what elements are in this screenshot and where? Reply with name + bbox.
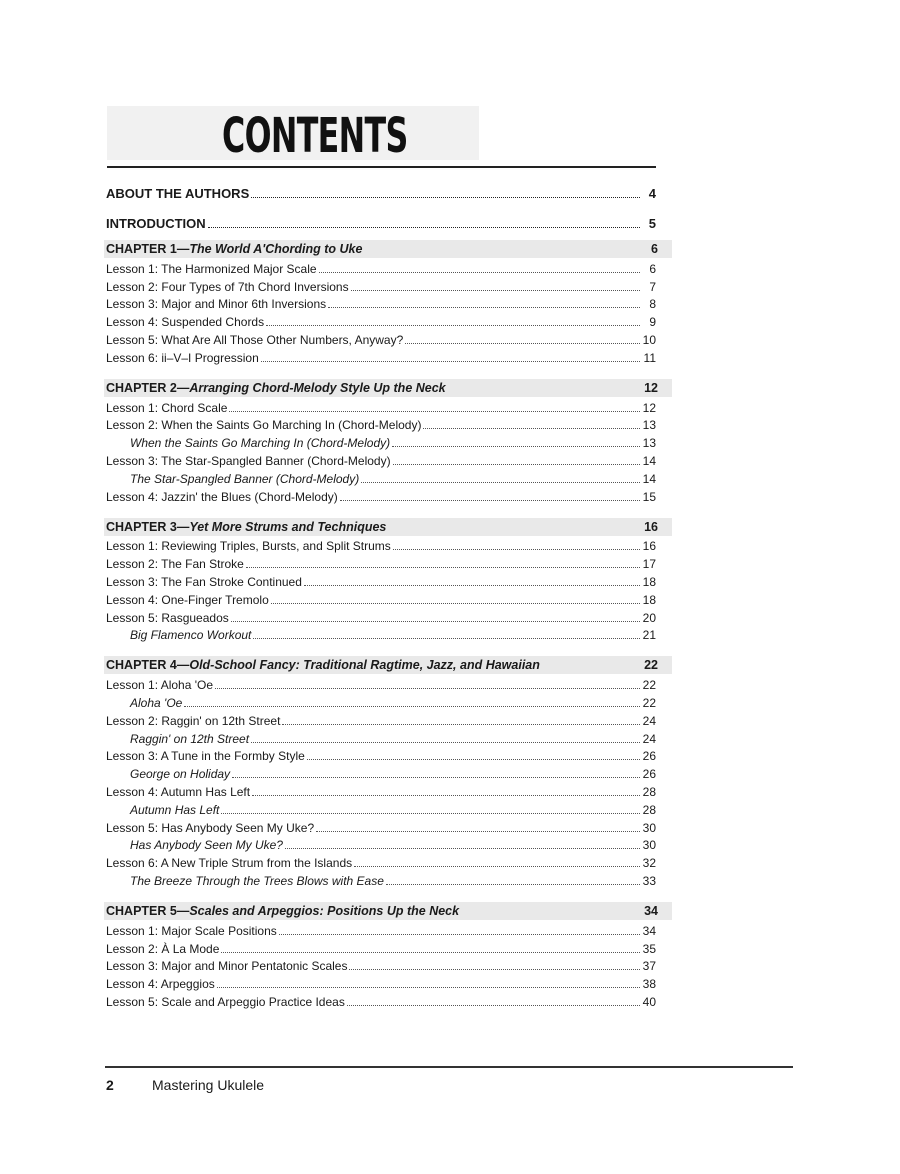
toc-entry-page: 22 bbox=[642, 695, 656, 710]
chapter-title bbox=[106, 242, 628, 256]
dot-leader bbox=[253, 637, 640, 639]
toc-subentry[interactable] bbox=[106, 799, 656, 817]
toc-lesson-entry[interactable] bbox=[106, 589, 656, 607]
dot-leader bbox=[282, 723, 640, 725]
chapter-subtitle: Scales and Arpeggios: Positions Up the Neck bbox=[189, 903, 460, 918]
toc-lesson-entry[interactable] bbox=[106, 852, 656, 870]
toc-entry-label: ABOUT THE AUTHORS bbox=[106, 186, 250, 201]
toc-lesson-entry[interactable] bbox=[106, 397, 656, 415]
toc-subentry[interactable] bbox=[106, 728, 656, 746]
chapter-prefix: CHAPTER 4— bbox=[106, 658, 190, 673]
dot-leader bbox=[251, 741, 640, 743]
toc-entry-page: 28 bbox=[642, 784, 656, 799]
toc-lesson-entry[interactable] bbox=[106, 486, 656, 504]
dot-leader bbox=[232, 776, 640, 778]
chapter-prefix: CHAPTER 5— bbox=[106, 903, 190, 918]
dot-leader bbox=[393, 463, 640, 465]
toc-lesson-entry[interactable] bbox=[106, 817, 656, 835]
toc-entry-page: 14 bbox=[642, 453, 656, 468]
toc-subentry[interactable] bbox=[106, 625, 656, 643]
toc-entry-label: Lesson 2: Raggin' on 12th Street bbox=[106, 713, 281, 728]
toc-entry-page: 20 bbox=[642, 610, 656, 625]
toc-entry-page: 5 bbox=[648, 216, 656, 231]
toc-entry-page: 8 bbox=[649, 297, 656, 312]
toc-entry-page: 21 bbox=[642, 628, 656, 643]
toc-entry-page: 17 bbox=[642, 557, 656, 572]
toc-entry-label: Lesson 4: One-Finger Tremolo bbox=[106, 592, 269, 607]
toc-entry-label: Lesson 3: Major and Minor 6th Inversions bbox=[106, 297, 327, 312]
toc-entry-page: 18 bbox=[642, 592, 656, 607]
toc-entry-label: Lesson 5: Scale and Arpeggio Practice Ideas bbox=[106, 994, 345, 1009]
toc-entry-page: 18 bbox=[642, 574, 656, 589]
toc-entry-page: 9 bbox=[649, 315, 656, 330]
chapter-heading[interactable] bbox=[104, 379, 672, 397]
toc-entry-label: Lesson 3: A Tune in the Formby Style bbox=[106, 749, 305, 764]
dot-leader bbox=[393, 548, 640, 550]
toc-lesson-entry[interactable] bbox=[106, 347, 656, 365]
toc-entry-label: Lesson 4: Jazzin' the Blues (Chord-Melody) bbox=[106, 489, 338, 504]
chapter-prefix: CHAPTER 3— bbox=[106, 519, 190, 534]
toc-lesson-entry[interactable] bbox=[106, 746, 656, 764]
toc-lesson-entry[interactable] bbox=[106, 674, 656, 692]
chapter-heading[interactable] bbox=[104, 656, 672, 674]
toc-entry-label: Lesson 2: À La Mode bbox=[106, 941, 220, 956]
toc-lesson-entry[interactable] bbox=[106, 938, 656, 956]
toc-entry-page: 26 bbox=[642, 767, 656, 782]
footer-book-title: Mastering Ukulele bbox=[152, 1077, 265, 1093]
toc-entry-page: 30 bbox=[642, 820, 656, 835]
dot-leader bbox=[221, 951, 640, 953]
toc-entry-label: Lesson 2: Four Types of 7th Chord Inversions bbox=[106, 279, 349, 294]
toc-lesson-entry[interactable] bbox=[106, 329, 656, 347]
toc-subentry[interactable] bbox=[106, 468, 656, 486]
toc-entry-label: Lesson 1: Reviewing Triples, Bursts, and Split Strums bbox=[106, 539, 391, 554]
toc-entry-label: Lesson 5: Has Anybody Seen My Uke? bbox=[106, 820, 315, 835]
toc-lesson-entry[interactable] bbox=[106, 920, 656, 938]
toc-entry-label: Lesson 3: The Star-Spangled Banner (Chord-Melody) bbox=[106, 453, 391, 468]
toc-entry-page: 26 bbox=[642, 749, 656, 764]
chapter-page: 16 bbox=[644, 519, 658, 534]
dot-leader bbox=[285, 847, 640, 849]
toc-entry-page: 11 bbox=[643, 350, 656, 365]
chapter-section bbox=[106, 379, 656, 504]
chapter-title bbox=[106, 381, 628, 395]
toc-lesson-entry[interactable] bbox=[106, 607, 656, 625]
toc-entry-label: Lesson 1: Chord Scale bbox=[106, 400, 228, 415]
dot-leader bbox=[271, 602, 640, 604]
chapter-page: 12 bbox=[644, 380, 658, 395]
chapter-page: 22 bbox=[644, 658, 658, 673]
dot-leader bbox=[361, 481, 640, 483]
dot-leader bbox=[252, 794, 640, 796]
chapter-heading[interactable] bbox=[104, 240, 672, 258]
toc-entry-label: Lesson 5: Rasgueados bbox=[106, 610, 229, 625]
page-title: CONTENTS bbox=[222, 108, 408, 164]
dot-leader bbox=[261, 360, 640, 362]
toc-entry-label: Lesson 1: Major Scale Positions bbox=[106, 923, 277, 938]
toc-entry-label: Lesson 6: ii–V–I Progression bbox=[106, 350, 259, 365]
toc-entry-page: 24 bbox=[642, 713, 656, 728]
chapter-section bbox=[106, 240, 656, 365]
toc-lesson-entry[interactable] bbox=[106, 710, 656, 728]
toc-entry-page: 40 bbox=[642, 994, 656, 1009]
toc-lesson-entry[interactable] bbox=[106, 956, 656, 974]
toc-lesson-entry[interactable] bbox=[106, 415, 656, 433]
toc-entry-label: Lesson 4: Autumn Has Left bbox=[106, 784, 251, 799]
dot-leader bbox=[208, 226, 640, 228]
table-of-contents bbox=[106, 180, 656, 1009]
toc-entry-label: Lesson 4: Arpeggios bbox=[106, 977, 215, 992]
dot-leader bbox=[266, 324, 640, 326]
toc-entry-page: 32 bbox=[642, 856, 656, 871]
dot-leader bbox=[231, 620, 640, 622]
toc-entry-label: Big Flamenco Workout bbox=[130, 628, 252, 643]
toc-subentry[interactable] bbox=[106, 432, 656, 450]
toc-subentry[interactable] bbox=[106, 870, 656, 888]
toc-lesson-entry[interactable] bbox=[106, 553, 656, 571]
toc-entry-page: 33 bbox=[642, 873, 656, 888]
dot-leader bbox=[392, 445, 640, 447]
toc-entry-label: INTRODUCTION bbox=[106, 216, 206, 231]
toc-entry-label: Has Anybody Seen My Uke? bbox=[130, 838, 283, 853]
toc-entry-page: 13 bbox=[642, 418, 656, 433]
chapter-subtitle: The World A'Chording to Uke bbox=[189, 242, 363, 256]
dot-leader bbox=[328, 306, 640, 308]
footer-page-number: 2 bbox=[106, 1077, 114, 1093]
toc-lesson-entry[interactable] bbox=[106, 781, 656, 799]
dot-leader bbox=[184, 705, 640, 707]
dot-leader bbox=[405, 342, 640, 344]
chapter-title bbox=[106, 904, 628, 918]
toc-entry-label: Lesson 2: The Fan Stroke bbox=[106, 557, 244, 572]
dot-leader bbox=[423, 427, 640, 429]
toc-entry-page: 35 bbox=[642, 941, 656, 956]
chapter-prefix: CHAPTER 2— bbox=[106, 380, 190, 395]
toc-entry-about[interactable] bbox=[106, 180, 656, 201]
chapter-subtitle: Old-School Fancy: Traditional Ragtime, Jazz, and Hawaiian bbox=[189, 658, 540, 673]
dot-leader bbox=[354, 865, 640, 867]
dot-leader bbox=[221, 812, 640, 814]
title-rule bbox=[107, 166, 656, 168]
dot-leader bbox=[304, 584, 640, 586]
chapter-page: 34 bbox=[644, 903, 658, 918]
toc-entry-label: The Star-Spangled Banner (Chord-Melody) bbox=[130, 471, 360, 486]
dot-leader bbox=[340, 499, 640, 501]
toc-lesson-entry[interactable] bbox=[106, 973, 656, 991]
dot-leader bbox=[251, 196, 640, 198]
dot-leader bbox=[217, 986, 640, 988]
toc-entry-page: 30 bbox=[642, 838, 656, 853]
chapter-section bbox=[106, 518, 656, 643]
toc-lesson-entry[interactable] bbox=[106, 294, 656, 312]
chapter-subtitle: Arranging Chord-Melody Style Up the Neck bbox=[189, 380, 446, 395]
toc-entry-page: 22 bbox=[642, 678, 656, 693]
toc-entry-label: When the Saints Go Marching In (Chord-Melody) bbox=[130, 436, 391, 451]
toc-entry-page: 4 bbox=[648, 186, 656, 201]
toc-entry-page: 7 bbox=[649, 279, 656, 294]
toc-lesson-entry[interactable] bbox=[106, 991, 656, 1009]
toc-entry-label: Lesson 1: Aloha 'Oe bbox=[106, 678, 214, 693]
chapter-section bbox=[106, 902, 656, 1009]
toc-subentry[interactable] bbox=[106, 763, 656, 781]
dot-leader bbox=[351, 289, 640, 291]
toc-lesson-entry[interactable] bbox=[106, 258, 656, 276]
toc-lesson-entry[interactable] bbox=[106, 571, 656, 589]
toc-entry-page: 12 bbox=[642, 400, 656, 415]
toc-entry-label: Lesson 6: A New Triple Strum from the Islands bbox=[106, 856, 353, 871]
toc-entry-label: Autumn Has Left bbox=[130, 802, 220, 817]
chapter-title bbox=[106, 658, 628, 672]
dot-leader bbox=[386, 883, 640, 885]
dot-leader bbox=[307, 758, 640, 760]
toc-subentry[interactable] bbox=[106, 692, 656, 710]
toc-entry-label: Raggin' on 12th Street bbox=[130, 731, 250, 746]
chapter-prefix: CHAPTER 1— bbox=[106, 242, 190, 256]
chapter-section bbox=[106, 656, 656, 888]
toc-entry-label: Lesson 3: The Fan Stroke Continued bbox=[106, 574, 302, 589]
toc-entry-label: Lesson 1: The Harmonized Major Scale bbox=[106, 261, 317, 276]
toc-lesson-entry[interactable] bbox=[106, 311, 656, 329]
toc-entry-page: 16 bbox=[642, 539, 656, 554]
toc-entry-page: 34 bbox=[642, 923, 656, 938]
chapter-subtitle: Yet More Strums and Techniques bbox=[189, 519, 387, 534]
toc-subentry[interactable] bbox=[106, 835, 656, 853]
toc-entry-page: 28 bbox=[642, 802, 656, 817]
dot-leader bbox=[349, 968, 640, 970]
toc-entry-page: 13 bbox=[642, 436, 656, 451]
dot-leader bbox=[319, 271, 640, 273]
toc-entry-page: 10 bbox=[642, 332, 656, 347]
dot-leader bbox=[316, 830, 640, 832]
chapter-heading[interactable] bbox=[104, 518, 672, 536]
dot-leader bbox=[246, 566, 640, 568]
dot-leader bbox=[347, 1004, 640, 1006]
toc-entry-introduction[interactable] bbox=[106, 210, 656, 231]
toc-entry-label: Lesson 5: What Are All Those Other Numbers, Anyway? bbox=[106, 332, 404, 347]
toc-lesson-entry[interactable] bbox=[106, 450, 656, 468]
toc-lesson-entry[interactable] bbox=[106, 536, 656, 554]
toc-entry-label: Lesson 2: When the Saints Go Marching In (Chord-Melody) bbox=[106, 418, 422, 433]
footer-rule bbox=[105, 1066, 793, 1068]
dot-leader bbox=[279, 933, 640, 935]
toc-entry-page: 15 bbox=[642, 489, 656, 504]
chapter-page: 6 bbox=[651, 242, 658, 256]
toc-entry-label: George on Holiday bbox=[130, 767, 231, 782]
dot-leader bbox=[215, 687, 640, 689]
chapter-title bbox=[106, 520, 628, 534]
toc-entry-label: Aloha 'Oe bbox=[130, 695, 183, 710]
dot-leader bbox=[229, 410, 640, 412]
toc-entry-label: The Breeze Through the Trees Blows with Ease bbox=[130, 873, 384, 888]
toc-entry-page: 14 bbox=[642, 471, 656, 486]
toc-entry-label: Lesson 4: Suspended Chords bbox=[106, 315, 265, 330]
toc-entry-page: 37 bbox=[642, 959, 656, 974]
toc-lesson-entry[interactable] bbox=[106, 276, 656, 294]
chapter-heading[interactable] bbox=[104, 902, 672, 920]
chapter-list bbox=[106, 240, 656, 1009]
toc-entry-label: Lesson 3: Major and Minor Pentatonic Scales bbox=[106, 959, 348, 974]
toc-entry-page: 6 bbox=[649, 261, 656, 276]
toc-entry-page: 38 bbox=[642, 977, 656, 992]
toc-entry-page: 24 bbox=[642, 731, 656, 746]
